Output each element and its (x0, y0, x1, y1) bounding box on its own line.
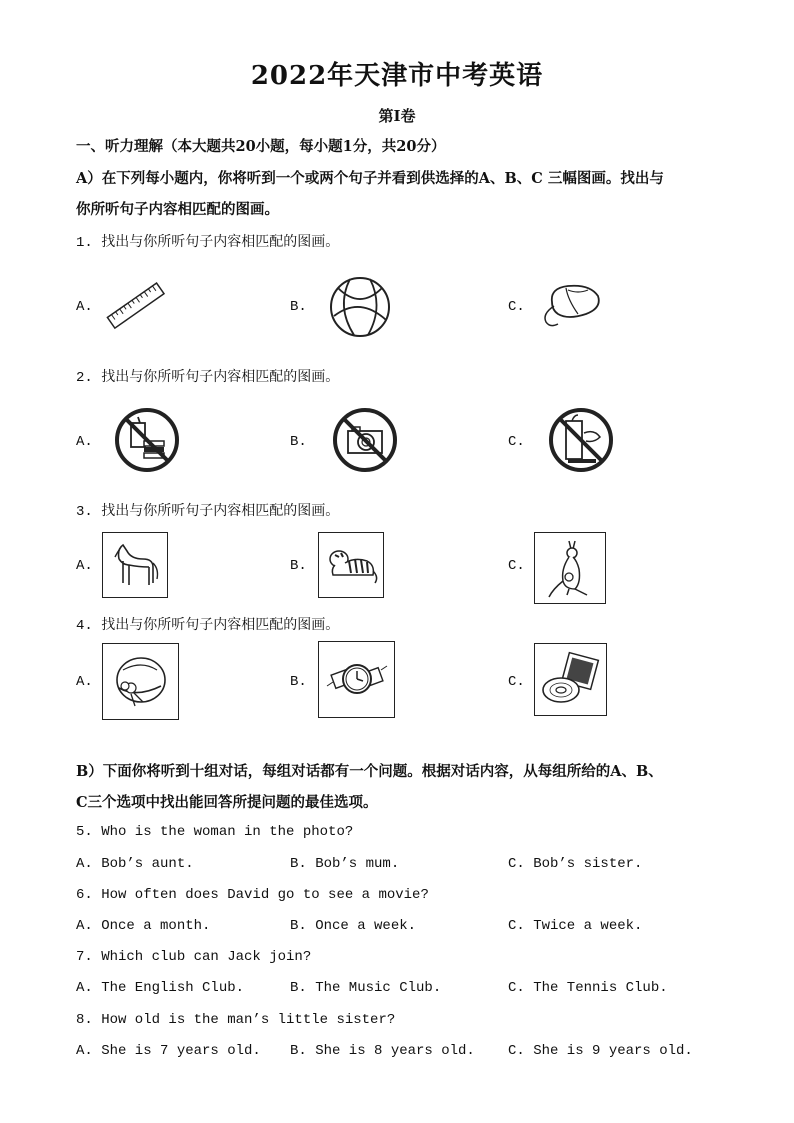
question-1-stem: 1. 找出与你所听句子内容相匹配的图画。 (76, 235, 340, 251)
question-3-stem: 3. 找出与你所听句子内容相匹配的图画。 (76, 504, 340, 520)
question-8-stem: 8. How old is the man’s little sister? (76, 1012, 396, 1028)
horse-icon (102, 532, 168, 598)
q4-option-a-label: A. (76, 674, 93, 690)
no-littering-icon (548, 407, 614, 473)
page-title: 2022年天津市中考英语 (250, 61, 544, 91)
sectionB-instruction-line2: C三个选项中找出能回答所提问题的最佳选项。 (76, 794, 378, 811)
question-4-stem: 4. 找出与你所听句子内容相匹配的图画。 (76, 618, 340, 634)
q2-option-a-label: A. (76, 434, 93, 450)
q8-option-b: B. She is 8 years old. (290, 1043, 475, 1059)
q6-option-b: B. Once a week. (290, 918, 417, 934)
no-camera-icon (332, 407, 398, 473)
q4-option-b-label: B. (290, 674, 307, 690)
question-7-stem: 7. Which club can Jack join? (76, 949, 312, 965)
no-food-drink-icon (114, 407, 180, 473)
q1-option-b-label: B. (290, 299, 307, 315)
q1-option-c-label: C. (508, 299, 525, 315)
q3-option-b-label: B. (290, 558, 307, 574)
q7-option-a: A. The English Club. (76, 980, 245, 996)
cd-icon (534, 643, 607, 716)
q2-option-b-label: B. (290, 434, 307, 450)
computer-mouse-icon (538, 280, 602, 332)
question-2-stem: 2. 找出与你所听句子内容相匹配的图画。 (76, 370, 340, 386)
tiger-icon (318, 532, 384, 598)
page-subtitle: 第Ⅰ卷 (378, 107, 416, 125)
basketball-icon (328, 276, 392, 338)
q8-option-c: C. She is 9 years old. (508, 1043, 693, 1059)
q3-option-a-label: A. (76, 558, 93, 574)
question-5-stem: 5. Who is the woman in the photo? (76, 824, 354, 840)
part1-heading: 一、听力理解（本大题共20小题，每小题1分，共20分） (76, 138, 446, 155)
question-6-stem: 6. How often does David go to see a movie? (76, 887, 429, 903)
hat-icon (102, 643, 179, 720)
watch-icon (318, 641, 395, 718)
sectionA-instruction-line1: A）在下列每小题内，你将听到一个或两个句子并看到供选择的A、B、C 三幅图画。找出与 (76, 170, 664, 187)
sectionB-instruction-line1: B）下面你将听到十组对话，每组对话都有一个问题。根据对话内容，从每组所给的A、B、 (76, 763, 663, 780)
q7-option-c: C. The Tennis Club. (508, 980, 668, 996)
kangaroo-icon (534, 532, 606, 604)
q7-option-b: B. The Music Club. (290, 980, 442, 996)
q4-option-c-label: C. (508, 674, 525, 690)
sectionA-instruction-line2: 你所听句子内容相匹配的图画。 (76, 201, 279, 218)
q5-option-b: B. Bob’s mum. (290, 856, 400, 872)
q1-option-a-label: A. (76, 299, 93, 315)
q2-option-c-label: C. (508, 434, 525, 450)
q5-option-a: A. Bob’s aunt. (76, 856, 194, 872)
q8-option-a: A. She is 7 years old. (76, 1043, 261, 1059)
ruler-icon (104, 278, 168, 334)
q6-option-a: A. Once a month. (76, 918, 211, 934)
q5-option-c: C. Bob’s sister. (508, 856, 643, 872)
q3-option-c-label: C. (508, 558, 525, 574)
q6-option-c: C. Twice a week. (508, 918, 643, 934)
